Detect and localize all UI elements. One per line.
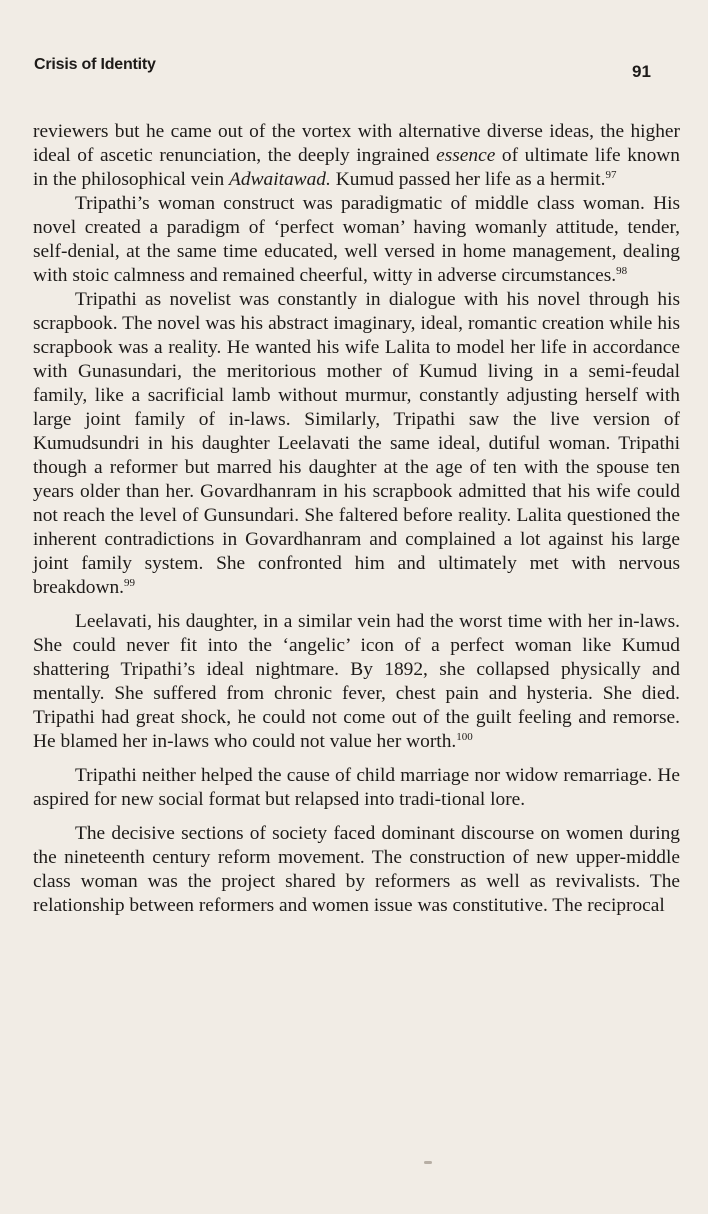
paragraph-3 (33, 288, 680, 600)
text-run: reviewers but he came out of the vortex with alternative diverse ideas, the higher ideal of ascetic renunciation, the deeply ingrained (33, 121, 680, 166)
text-run: of ultimate life known in the philosophical vein (33, 145, 680, 190)
page-number: 91 (632, 62, 651, 81)
paragraph-4 (33, 610, 680, 754)
text-run: The decisive sections of society faced dominant discourse on women during the nineteenth century reform movement. The construction of new upper-middle class woman was the project shared by reformers as well as revivalists. The relationship between reformers and women issue was constitutive. The reciprocal (33, 823, 680, 916)
running-header-title: Crisis of Identity (34, 56, 156, 73)
paragraph-6 (33, 822, 680, 918)
footnote-marker: 97 (605, 169, 617, 181)
paragraph-1 (33, 120, 680, 192)
italic-term: Adwaitawad. (229, 169, 331, 190)
text-run: Tripathi neither helped the cause of child marriage nor widow remarriage. He aspired for new social format but relapsed into tradi-tional lore. (33, 765, 680, 810)
text-run: Tripathi as novelist was constantly in dialogue with his novel through his scrapbook. The novel was his abstract imaginary, ideal, romantic creation while his scrapbook was a reality. He wanted his wife Lalita to model her life in accordance with Gunasundari, the meritorious mother of Kumud living in a semi-feudal family, like a sacrificial lamb without murmur, constantly adjusting herself with large joint family of in-laws. Similarly, Tripathi saw the live version of Kumudsundri in his daughter Leelavati the same ideal, dutiful woman. Tripathi though a reformer but marred his daughter at the age of ten with the spouse ten years older than her. Govardhanram in his scrapbook admitted that his wife could not reach the level of Gunsundari. She faltered before reality. Lalita questioned the inherent contradictions in Govardhanram and complained a lot against his large joint family system. She confronted him and ultimately met with nervous breakdown. (33, 289, 680, 598)
footnote-marker: 99 (124, 577, 135, 589)
text-run: Tripathi’s woman construct was paradigmatic of middle class woman. His novel created a paradigm of ‘perfect woman’ having womanly attitude, tender, self-denial, at the same time educated, well versed in home management, dealing with stoic calmness and remained cheerful, witty in adverse circumstances. (33, 193, 680, 286)
footnote-marker: 98 (616, 265, 628, 277)
text-run: Kumud passed her life as a hermit. (330, 169, 606, 190)
body-text (33, 120, 680, 918)
italic-term: essence (436, 145, 496, 166)
paragraph-2 (33, 192, 680, 288)
text-run: Leelavati, his daughter, in a similar vein had the worst time with her in-laws. She could never fit into the ‘angelic’ icon of a perfect woman like Kumud shattering Tripathi’s ideal nightmare. By 1892, she collapsed physically and mentally. She suffered from chronic fever, chest pain and hysteria. She died. Tripathi had great shock, he could not come out of the guilt feeling and remorse. He blamed her in-laws who could not value her worth. (33, 611, 680, 752)
paragraph-5 (33, 764, 680, 812)
footnote-marker: 100 (456, 731, 473, 743)
paper-speck (424, 1161, 432, 1164)
